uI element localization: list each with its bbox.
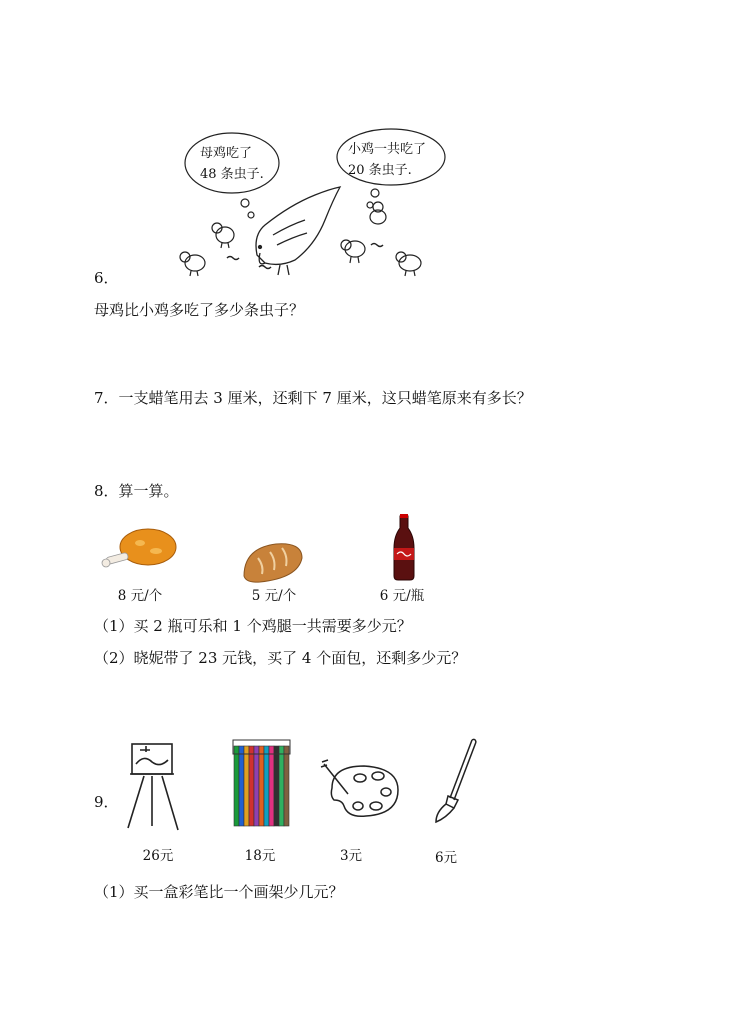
price-chicken-leg: 8 元/个 — [117, 588, 163, 604]
bubble-right-text — [348, 139, 426, 181]
palette-icon — [320, 760, 402, 820]
bubble-right-line2: 20 条虫子. — [348, 163, 412, 178]
price-marker-set: 18元 — [244, 848, 276, 864]
cola-bottle-icon — [390, 514, 418, 582]
bubble-left-line2: 48 条虫子. — [200, 167, 264, 182]
bubble-left-line1: 母鸡吃了 — [200, 146, 253, 161]
price-bread: 5 元/个 — [251, 588, 297, 604]
bubble-left-text — [200, 143, 264, 185]
price-cola: 6 元/瓶 — [379, 588, 425, 604]
question-9-number: 9． — [94, 793, 119, 811]
question-7-text: 7．一支蜡笔用去 3 厘米，还剩下 7 厘米，这只蜡笔原来有多长？ — [94, 389, 532, 407]
question-9-sub1: （1）买一盒彩笔比一个画架少几元？ — [94, 883, 344, 901]
chick-icon — [180, 202, 421, 276]
price-paintbrush: 6元 — [434, 850, 458, 866]
paintbrush-icon — [432, 738, 478, 824]
chicken-leg-icon — [100, 525, 180, 575]
bread-icon — [240, 538, 306, 584]
bubble-right-line1: 小鸡一共吃了 — [348, 142, 427, 157]
hen-icon — [256, 187, 340, 275]
marker-set-icon — [232, 740, 292, 830]
price-palette: 3元 — [339, 848, 363, 864]
question-8-title: 8．算一算。 — [94, 482, 179, 500]
question-6-number: 6． — [94, 269, 119, 287]
easel-icon — [122, 736, 182, 834]
question-6-text: 母鸡比小鸡多吃了多少条虫子？ — [94, 301, 305, 319]
question-8-sub1: （1）买 2 瓶可乐和 1 个鸡腿一共需要多少元？ — [94, 617, 412, 635]
price-easel: 26元 — [142, 848, 174, 864]
question-8-sub2: （2）晓妮带了 23 元钱，买了 4 个面包，还剩多少元？ — [94, 649, 467, 667]
